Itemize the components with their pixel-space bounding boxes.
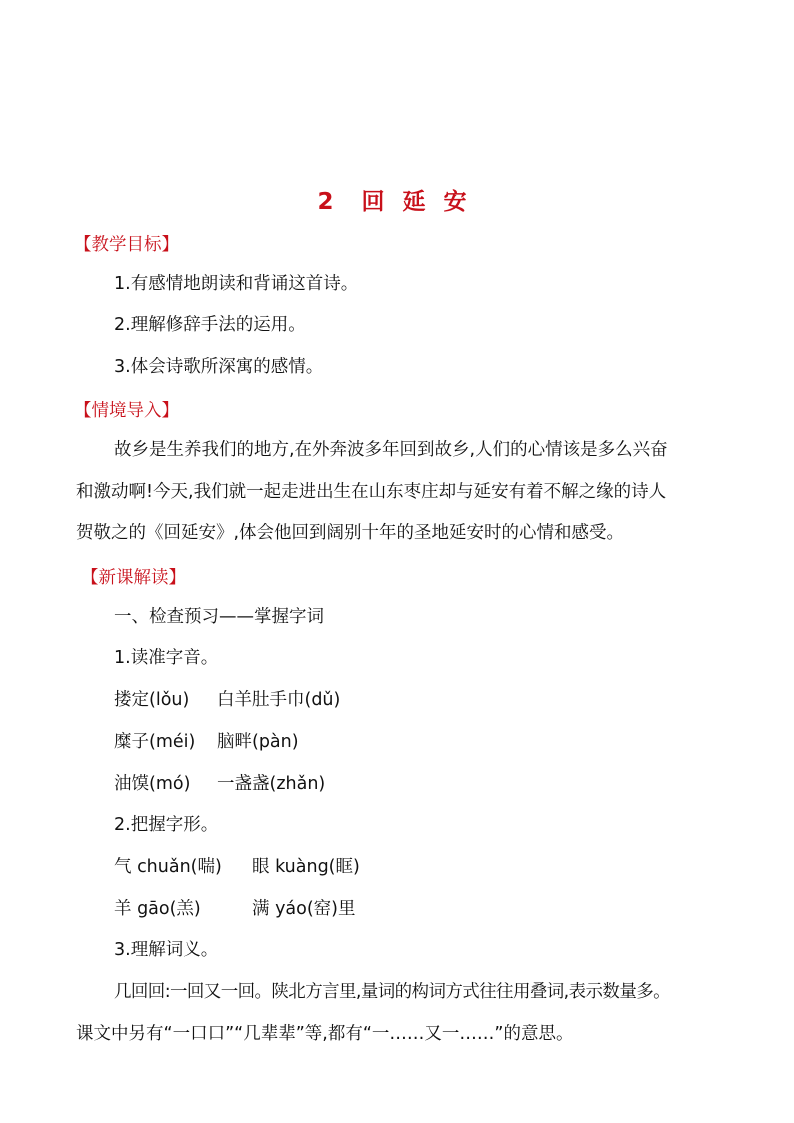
part-title: 一、检查预习——掌握字词 bbox=[114, 607, 324, 627]
character-item: 气 chuǎn(喘) bbox=[114, 857, 222, 877]
intro-line: 贺敬之的《回延安》,体会他回到阔别十年的圣地延安时的心情和感受。 bbox=[76, 523, 625, 543]
intro-line: 故乡是生养我们的地方,在外奔波多年回到故乡,人们的心情该是多么兴奋 bbox=[114, 440, 668, 460]
section-heading-intro: 【情境导入】 bbox=[74, 401, 179, 421]
meaning-line: 几回回:一回又一回。陕北方言里,量词的构词方式往往用叠词,表示数量多。 bbox=[114, 982, 671, 1002]
meaning-label: 3.理解词义。 bbox=[114, 940, 219, 960]
section-heading-objectives: 【教学目标】 bbox=[74, 235, 179, 255]
character-item: 眼 kuàng(眶) bbox=[252, 857, 360, 877]
page-title bbox=[0, 183, 794, 216]
pronunciation-label: 1.读准字音。 bbox=[114, 648, 219, 668]
title-char: 延 bbox=[402, 189, 428, 215]
title-char: 回 bbox=[361, 189, 387, 215]
pronunciation-item: 一盏盏(zhǎn) bbox=[217, 774, 326, 794]
pronunciation-item: 脑畔(pàn) bbox=[217, 732, 299, 752]
title-char: 安 bbox=[443, 189, 469, 215]
lesson-number: 2 bbox=[317, 189, 336, 215]
meaning-line: 课文中另有“一口口”“几辈辈”等,都有“一……又一……”的意思。 bbox=[76, 1024, 574, 1044]
intro-line: 和激动啊!今天,我们就一起走进出生在山东枣庄却与延安有着不解之缘的诗人 bbox=[76, 482, 667, 502]
objective-item: 3.体会诗歌所深寓的感情。 bbox=[114, 357, 324, 377]
pronunciation-item: 白羊肚手巾(dǔ) bbox=[217, 690, 341, 710]
section-heading-lesson: 【新课解读】 bbox=[81, 568, 186, 588]
objective-item: 1.有感情地朗读和背诵这首诗。 bbox=[114, 274, 359, 294]
objective-item: 2.理解修辞手法的运用。 bbox=[114, 315, 306, 335]
pronunciation-item: 搂定(lǒu) bbox=[114, 690, 190, 710]
character-item: 羊 gāo(羔) bbox=[114, 899, 201, 919]
pronunciation-item: 糜子(méi) bbox=[114, 732, 196, 752]
pronunciation-item: 油馍(mó) bbox=[114, 774, 191, 794]
characters-label: 2.把握字形。 bbox=[114, 815, 219, 835]
character-item: 满 yáo(窑)里 bbox=[252, 899, 356, 919]
